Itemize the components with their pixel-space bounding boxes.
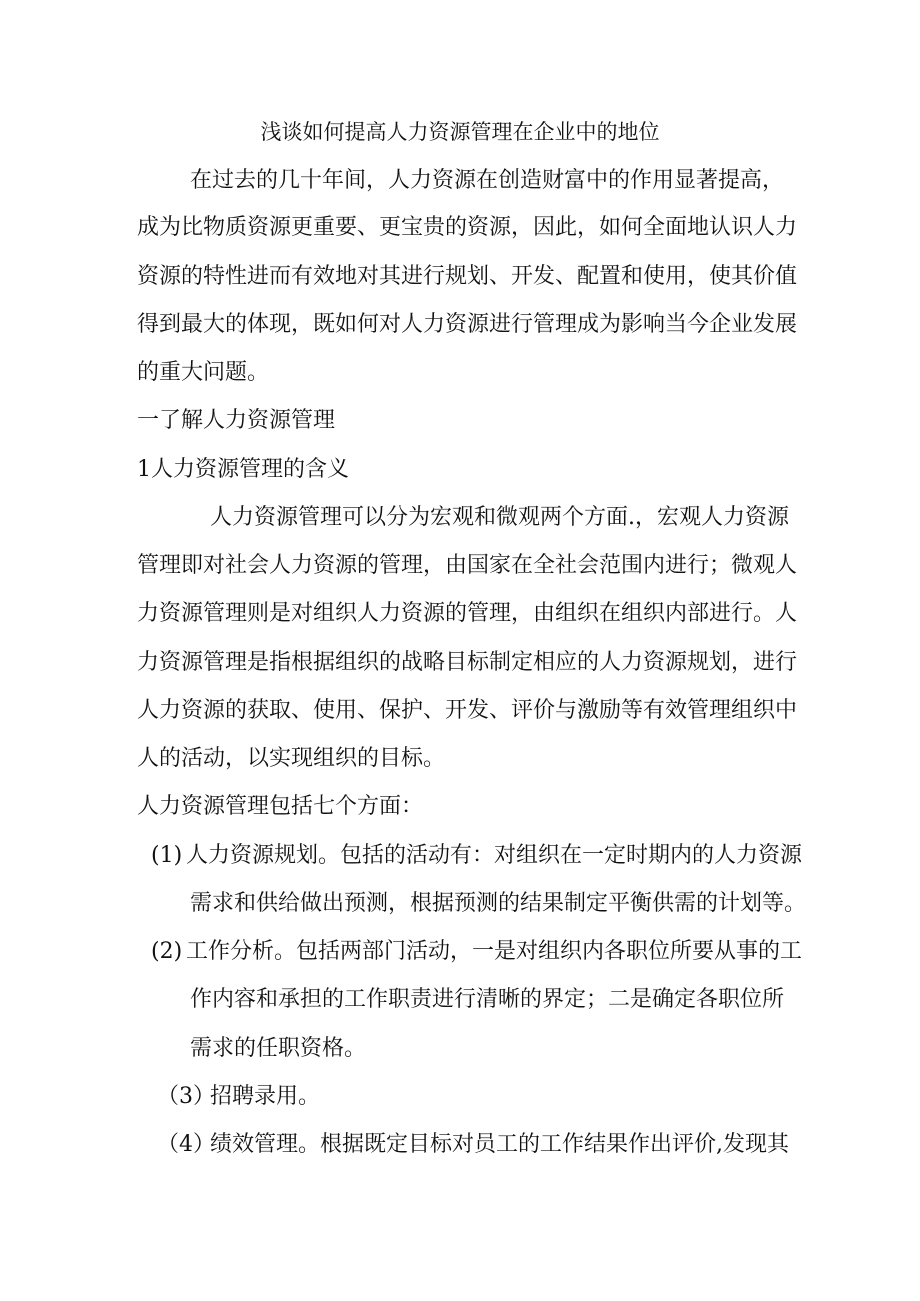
definition-line-6: 人的活动，以实现组织的目标。 xyxy=(137,746,446,771)
list-item-marker-3: （3） xyxy=(157,1084,215,1109)
list-item-marker-1: (1) xyxy=(151,843,183,868)
intro-line-3: 资源的特性进而有效地对其进行规划、开发、配置和使用，使其价值 xyxy=(137,264,798,289)
list-item-2-line-3: 需求的任职资格。 xyxy=(190,1036,367,1061)
definition-line-2: 管理即对社会人力资源的管理，由国家在全社会范围内进行；微观人 xyxy=(137,553,798,578)
list-item-1-line-1: 人力资源规划。包括的活动有：对组织在一定时期内的人力资源 xyxy=(186,843,803,868)
intro-line-1: 在过去的几十年间，人力资源在创造财富中的作用显著提高， xyxy=(190,168,785,193)
list-item-marker-2: (2) xyxy=(151,939,183,964)
subsection-heading: 1人力资源管理的含义 xyxy=(137,457,349,482)
list-item-marker-4: （4） xyxy=(157,1132,215,1157)
intro-line-4: 得到最大的体现，既如何对人力资源进行管理成为影响当今企业发展 xyxy=(137,312,798,337)
intro-line-2: 成为比物质资源更重要、更宝贵的资源，因此，如何全面地认识人力 xyxy=(137,215,798,240)
list-item-4-line-1: 绩效管理。根据既定目标对员工的工作结果作出评价,发现其 xyxy=(210,1132,789,1157)
section-heading: 一了解人力资源管理 xyxy=(137,408,336,433)
list-item-2-line-2: 作内容和承担的工作职责进行清晰的界定；二是确定各职位所 xyxy=(190,987,785,1012)
list-item-2-line-1: 工作分析。包括两部门活动，一是对组织内各职位所要从事的工 xyxy=(186,939,803,964)
definition-line-5: 人力资源的获取、使用、保护、开发、评价与激励等有效管理组织中 xyxy=(137,698,798,723)
list-item-3-line-1: 招聘录用。 xyxy=(210,1084,321,1109)
definition-line-3: 力资源管理则是对组织人力资源的管理，由组织在组织内部进行。人 xyxy=(137,601,798,626)
definition-line-1: 人力资源管理可以分为宏观和微观两个方面.，宏观人力资源 xyxy=(210,505,789,530)
list-intro: 人力资源管理包括七个方面： xyxy=(137,794,424,819)
intro-line-5: 的重大问题。 xyxy=(137,360,270,385)
document-title: 浅谈如何提高人力资源管理在企业中的地位 xyxy=(260,120,660,144)
list-item-1-line-2: 需求和供给做出预测，根据预测的结果制定平衡供需的计划等。 xyxy=(190,891,807,916)
definition-line-4: 力资源管理是指根据组织的战略目标制定相应的人力资源规划，进行 xyxy=(137,650,798,675)
